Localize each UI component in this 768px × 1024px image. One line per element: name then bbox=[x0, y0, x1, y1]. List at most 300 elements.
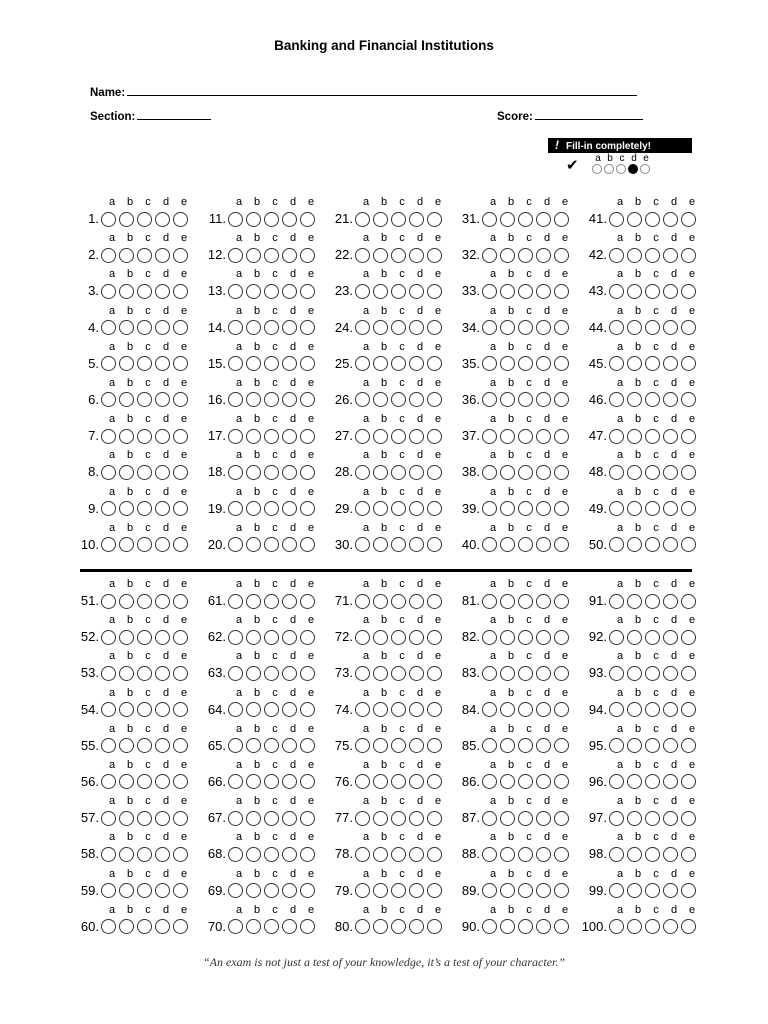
answer-bubble-c[interactable] bbox=[645, 702, 660, 717]
answer-bubble-b[interactable] bbox=[500, 883, 515, 898]
answer-bubble-a[interactable] bbox=[355, 811, 370, 826]
answer-bubble-c[interactable] bbox=[264, 883, 279, 898]
answer-bubble-d[interactable] bbox=[409, 356, 424, 371]
answer-bubble-e[interactable] bbox=[300, 248, 315, 263]
answer-bubble-b[interactable] bbox=[373, 738, 388, 753]
answer-bubble-d[interactable] bbox=[409, 429, 424, 444]
answer-bubble-e[interactable] bbox=[554, 356, 569, 371]
answer-bubble-e[interactable] bbox=[554, 465, 569, 480]
answer-bubble-e[interactable] bbox=[681, 666, 696, 681]
answer-bubble-e[interactable] bbox=[427, 212, 442, 227]
answer-bubble-c[interactable] bbox=[645, 630, 660, 645]
answer-bubble-d[interactable] bbox=[282, 429, 297, 444]
answer-bubble-c[interactable] bbox=[391, 594, 406, 609]
answer-bubble-b[interactable] bbox=[627, 356, 642, 371]
answer-bubble-b[interactable] bbox=[500, 847, 515, 862]
answer-bubble-c[interactable] bbox=[264, 537, 279, 552]
answer-bubble-c[interactable] bbox=[137, 501, 152, 516]
answer-bubble-a[interactable] bbox=[355, 919, 370, 934]
answer-bubble-d[interactable] bbox=[663, 356, 678, 371]
answer-bubble-a[interactable] bbox=[355, 465, 370, 480]
answer-bubble-e[interactable] bbox=[173, 392, 188, 407]
answer-bubble-a[interactable] bbox=[101, 284, 116, 299]
answer-bubble-c[interactable] bbox=[137, 883, 152, 898]
answer-bubble-e[interactable] bbox=[427, 248, 442, 263]
answer-bubble-d[interactable] bbox=[409, 212, 424, 227]
answer-bubble-c[interactable] bbox=[645, 284, 660, 299]
answer-bubble-b[interactable] bbox=[246, 212, 261, 227]
answer-bubble-c[interactable] bbox=[518, 501, 533, 516]
answer-bubble-a[interactable] bbox=[101, 212, 116, 227]
answer-bubble-b[interactable] bbox=[119, 537, 134, 552]
answer-bubble-a[interactable] bbox=[101, 594, 116, 609]
answer-bubble-a[interactable] bbox=[101, 501, 116, 516]
answer-bubble-e[interactable] bbox=[427, 320, 442, 335]
answer-bubble-c[interactable] bbox=[137, 429, 152, 444]
answer-bubble-e[interactable] bbox=[173, 537, 188, 552]
answer-bubble-d[interactable] bbox=[663, 883, 678, 898]
answer-bubble-c[interactable] bbox=[264, 429, 279, 444]
answer-bubble-c[interactable] bbox=[137, 465, 152, 480]
answer-bubble-c[interactable] bbox=[645, 356, 660, 371]
answer-bubble-e[interactable] bbox=[681, 594, 696, 609]
answer-bubble-e[interactable] bbox=[681, 811, 696, 826]
answer-bubble-a[interactable] bbox=[482, 919, 497, 934]
answer-bubble-a[interactable] bbox=[228, 465, 243, 480]
answer-bubble-a[interactable] bbox=[355, 392, 370, 407]
answer-bubble-a[interactable] bbox=[609, 883, 624, 898]
answer-bubble-e[interactable] bbox=[681, 883, 696, 898]
answer-bubble-e[interactable] bbox=[681, 429, 696, 444]
answer-bubble-b[interactable] bbox=[627, 248, 642, 263]
answer-bubble-c[interactable] bbox=[645, 883, 660, 898]
answer-bubble-a[interactable] bbox=[609, 594, 624, 609]
answer-bubble-a[interactable] bbox=[228, 630, 243, 645]
answer-bubble-c[interactable] bbox=[391, 320, 406, 335]
answer-bubble-b[interactable] bbox=[373, 847, 388, 862]
answer-bubble-a[interactable] bbox=[101, 702, 116, 717]
answer-bubble-e[interactable] bbox=[427, 630, 442, 645]
answer-bubble-c[interactable] bbox=[391, 501, 406, 516]
answer-bubble-a[interactable] bbox=[482, 465, 497, 480]
answer-bubble-d[interactable] bbox=[282, 392, 297, 407]
answer-bubble-a[interactable] bbox=[355, 320, 370, 335]
answer-bubble-c[interactable] bbox=[264, 738, 279, 753]
answer-bubble-c[interactable] bbox=[645, 537, 660, 552]
answer-bubble-e[interactable] bbox=[427, 594, 442, 609]
answer-bubble-c[interactable] bbox=[645, 811, 660, 826]
answer-bubble-c[interactable] bbox=[518, 919, 533, 934]
answer-bubble-a[interactable] bbox=[228, 212, 243, 227]
answer-bubble-a[interactable] bbox=[609, 919, 624, 934]
answer-bubble-e[interactable] bbox=[173, 666, 188, 681]
answer-bubble-b[interactable] bbox=[627, 212, 642, 227]
answer-bubble-c[interactable] bbox=[518, 537, 533, 552]
answer-bubble-d[interactable] bbox=[282, 284, 297, 299]
answer-bubble-c[interactable] bbox=[137, 702, 152, 717]
answer-bubble-d[interactable] bbox=[282, 666, 297, 681]
answer-bubble-a[interactable] bbox=[609, 847, 624, 862]
answer-bubble-c[interactable] bbox=[518, 847, 533, 862]
answer-bubble-d[interactable] bbox=[663, 501, 678, 516]
answer-bubble-d[interactable] bbox=[155, 465, 170, 480]
answer-bubble-b[interactable] bbox=[373, 320, 388, 335]
answer-bubble-a[interactable] bbox=[482, 666, 497, 681]
answer-bubble-b[interactable] bbox=[500, 356, 515, 371]
answer-bubble-a[interactable] bbox=[355, 883, 370, 898]
answer-bubble-d[interactable] bbox=[536, 465, 551, 480]
answer-bubble-b[interactable] bbox=[373, 356, 388, 371]
answer-bubble-a[interactable] bbox=[228, 320, 243, 335]
answer-bubble-c[interactable] bbox=[264, 666, 279, 681]
answer-bubble-d[interactable] bbox=[409, 248, 424, 263]
answer-bubble-e[interactable] bbox=[681, 248, 696, 263]
answer-bubble-e[interactable] bbox=[554, 847, 569, 862]
answer-bubble-b[interactable] bbox=[373, 666, 388, 681]
answer-bubble-b[interactable] bbox=[627, 919, 642, 934]
answer-bubble-a[interactable] bbox=[355, 847, 370, 862]
answer-bubble-c[interactable] bbox=[391, 248, 406, 263]
answer-bubble-b[interactable] bbox=[119, 429, 134, 444]
answer-bubble-c[interactable] bbox=[518, 666, 533, 681]
answer-bubble-c[interactable] bbox=[137, 738, 152, 753]
answer-bubble-d[interactable] bbox=[282, 774, 297, 789]
answer-bubble-a[interactable] bbox=[101, 429, 116, 444]
answer-bubble-a[interactable] bbox=[228, 811, 243, 826]
answer-bubble-b[interactable] bbox=[246, 284, 261, 299]
answer-bubble-a[interactable] bbox=[228, 702, 243, 717]
answer-bubble-e[interactable] bbox=[427, 284, 442, 299]
answer-bubble-b[interactable] bbox=[627, 392, 642, 407]
answer-bubble-b[interactable] bbox=[627, 847, 642, 862]
answer-bubble-c[interactable] bbox=[645, 212, 660, 227]
answer-bubble-b[interactable] bbox=[500, 537, 515, 552]
answer-bubble-b[interactable] bbox=[627, 594, 642, 609]
answer-bubble-d[interactable] bbox=[155, 811, 170, 826]
answer-bubble-d[interactable] bbox=[536, 738, 551, 753]
answer-bubble-b[interactable] bbox=[246, 320, 261, 335]
answer-bubble-b[interactable] bbox=[500, 774, 515, 789]
answer-bubble-a[interactable] bbox=[482, 594, 497, 609]
answer-bubble-b[interactable] bbox=[246, 811, 261, 826]
answer-bubble-e[interactable] bbox=[681, 847, 696, 862]
answer-bubble-c[interactable] bbox=[645, 738, 660, 753]
answer-bubble-a[interactable] bbox=[101, 320, 116, 335]
answer-bubble-b[interactable] bbox=[246, 501, 261, 516]
answer-bubble-e[interactable] bbox=[554, 537, 569, 552]
answer-bubble-b[interactable] bbox=[373, 919, 388, 934]
answer-bubble-b[interactable] bbox=[373, 501, 388, 516]
answer-bubble-c[interactable] bbox=[645, 429, 660, 444]
answer-bubble-d[interactable] bbox=[155, 774, 170, 789]
answer-bubble-e[interactable] bbox=[173, 630, 188, 645]
answer-bubble-d[interactable] bbox=[282, 212, 297, 227]
answer-bubble-c[interactable] bbox=[264, 630, 279, 645]
answer-bubble-c[interactable] bbox=[264, 212, 279, 227]
answer-bubble-b[interactable] bbox=[627, 320, 642, 335]
answer-bubble-e[interactable] bbox=[173, 465, 188, 480]
answer-bubble-e[interactable] bbox=[300, 919, 315, 934]
answer-bubble-b[interactable] bbox=[119, 594, 134, 609]
answer-bubble-b[interactable] bbox=[246, 429, 261, 444]
answer-bubble-a[interactable] bbox=[101, 537, 116, 552]
answer-bubble-d[interactable] bbox=[663, 594, 678, 609]
answer-bubble-c[interactable] bbox=[391, 429, 406, 444]
answer-bubble-e[interactable] bbox=[554, 248, 569, 263]
answer-bubble-b[interactable] bbox=[627, 537, 642, 552]
answer-bubble-d[interactable] bbox=[663, 738, 678, 753]
answer-bubble-b[interactable] bbox=[627, 666, 642, 681]
answer-bubble-b[interactable] bbox=[246, 537, 261, 552]
answer-bubble-b[interactable] bbox=[119, 847, 134, 862]
answer-bubble-b[interactable] bbox=[246, 465, 261, 480]
answer-bubble-d[interactable] bbox=[536, 537, 551, 552]
answer-bubble-e[interactable] bbox=[173, 212, 188, 227]
answer-bubble-a[interactable] bbox=[101, 847, 116, 862]
answer-bubble-e[interactable] bbox=[173, 883, 188, 898]
answer-bubble-e[interactable] bbox=[173, 429, 188, 444]
answer-bubble-e[interactable] bbox=[300, 392, 315, 407]
answer-bubble-a[interactable] bbox=[482, 392, 497, 407]
answer-bubble-d[interactable] bbox=[536, 429, 551, 444]
answer-bubble-b[interactable] bbox=[119, 738, 134, 753]
answer-bubble-b[interactable] bbox=[373, 429, 388, 444]
answer-bubble-a[interactable] bbox=[228, 774, 243, 789]
answer-bubble-d[interactable] bbox=[282, 919, 297, 934]
answer-bubble-e[interactable] bbox=[554, 284, 569, 299]
answer-bubble-c[interactable] bbox=[264, 702, 279, 717]
answer-bubble-d[interactable] bbox=[409, 537, 424, 552]
answer-bubble-e[interactable] bbox=[300, 738, 315, 753]
answer-bubble-a[interactable] bbox=[482, 630, 497, 645]
answer-bubble-c[interactable] bbox=[518, 774, 533, 789]
answer-bubble-a[interactable] bbox=[609, 738, 624, 753]
answer-bubble-d[interactable] bbox=[536, 919, 551, 934]
answer-bubble-b[interactable] bbox=[246, 356, 261, 371]
answer-bubble-e[interactable] bbox=[300, 465, 315, 480]
answer-bubble-a[interactable] bbox=[355, 702, 370, 717]
answer-bubble-a[interactable] bbox=[228, 847, 243, 862]
answer-bubble-e[interactable] bbox=[681, 630, 696, 645]
answer-bubble-d[interactable] bbox=[155, 429, 170, 444]
answer-bubble-c[interactable] bbox=[137, 212, 152, 227]
answer-bubble-a[interactable] bbox=[101, 630, 116, 645]
answer-bubble-c[interactable] bbox=[518, 248, 533, 263]
answer-bubble-e[interactable] bbox=[554, 212, 569, 227]
answer-bubble-a[interactable] bbox=[355, 248, 370, 263]
answer-bubble-b[interactable] bbox=[627, 465, 642, 480]
answer-bubble-b[interactable] bbox=[500, 666, 515, 681]
answer-bubble-c[interactable] bbox=[264, 811, 279, 826]
answer-bubble-c[interactable] bbox=[518, 883, 533, 898]
answer-bubble-e[interactable] bbox=[427, 811, 442, 826]
answer-bubble-b[interactable] bbox=[627, 501, 642, 516]
answer-bubble-c[interactable] bbox=[264, 284, 279, 299]
answer-bubble-e[interactable] bbox=[681, 501, 696, 516]
answer-bubble-d[interactable] bbox=[409, 811, 424, 826]
answer-bubble-b[interactable] bbox=[627, 702, 642, 717]
answer-bubble-c[interactable] bbox=[518, 392, 533, 407]
answer-bubble-e[interactable] bbox=[554, 630, 569, 645]
answer-bubble-b[interactable] bbox=[119, 883, 134, 898]
answer-bubble-a[interactable] bbox=[228, 248, 243, 263]
answer-bubble-c[interactable] bbox=[264, 501, 279, 516]
score-line[interactable] bbox=[535, 108, 643, 120]
answer-bubble-d[interactable] bbox=[536, 594, 551, 609]
answer-bubble-a[interactable] bbox=[609, 429, 624, 444]
answer-bubble-c[interactable] bbox=[518, 429, 533, 444]
answer-bubble-a[interactable] bbox=[101, 774, 116, 789]
answer-bubble-c[interactable] bbox=[518, 212, 533, 227]
answer-bubble-b[interactable] bbox=[373, 465, 388, 480]
answer-bubble-e[interactable] bbox=[554, 919, 569, 934]
answer-bubble-d[interactable] bbox=[536, 356, 551, 371]
answer-bubble-e[interactable] bbox=[427, 392, 442, 407]
answer-bubble-b[interactable] bbox=[119, 284, 134, 299]
answer-bubble-c[interactable] bbox=[137, 774, 152, 789]
answer-bubble-c[interactable] bbox=[137, 630, 152, 645]
answer-bubble-c[interactable] bbox=[518, 356, 533, 371]
answer-bubble-b[interactable] bbox=[373, 212, 388, 227]
answer-bubble-c[interactable] bbox=[645, 465, 660, 480]
answer-bubble-e[interactable] bbox=[173, 774, 188, 789]
answer-bubble-a[interactable] bbox=[609, 630, 624, 645]
answer-bubble-e[interactable] bbox=[554, 594, 569, 609]
answer-bubble-d[interactable] bbox=[409, 738, 424, 753]
answer-bubble-c[interactable] bbox=[645, 847, 660, 862]
answer-bubble-d[interactable] bbox=[282, 630, 297, 645]
answer-bubble-e[interactable] bbox=[427, 537, 442, 552]
answer-bubble-b[interactable] bbox=[500, 248, 515, 263]
answer-bubble-d[interactable] bbox=[663, 666, 678, 681]
answer-bubble-e[interactable] bbox=[300, 212, 315, 227]
answer-bubble-c[interactable] bbox=[264, 919, 279, 934]
answer-bubble-b[interactable] bbox=[500, 630, 515, 645]
answer-bubble-e[interactable] bbox=[300, 666, 315, 681]
answer-bubble-a[interactable] bbox=[609, 666, 624, 681]
answer-bubble-e[interactable] bbox=[681, 212, 696, 227]
answer-bubble-e[interactable] bbox=[173, 320, 188, 335]
answer-bubble-c[interactable] bbox=[518, 702, 533, 717]
answer-bubble-e[interactable] bbox=[173, 248, 188, 263]
answer-bubble-a[interactable] bbox=[228, 919, 243, 934]
answer-bubble-b[interactable] bbox=[246, 738, 261, 753]
answer-bubble-d[interactable] bbox=[663, 284, 678, 299]
answer-bubble-d[interactable] bbox=[155, 392, 170, 407]
answer-bubble-d[interactable] bbox=[536, 883, 551, 898]
answer-bubble-a[interactable] bbox=[101, 465, 116, 480]
answer-bubble-e[interactable] bbox=[427, 666, 442, 681]
answer-bubble-a[interactable] bbox=[609, 774, 624, 789]
answer-bubble-e[interactable] bbox=[300, 847, 315, 862]
answer-bubble-b[interactable] bbox=[373, 774, 388, 789]
answer-bubble-a[interactable] bbox=[228, 594, 243, 609]
answer-bubble-a[interactable] bbox=[228, 392, 243, 407]
answer-bubble-e[interactable] bbox=[554, 320, 569, 335]
answer-bubble-d[interactable] bbox=[409, 919, 424, 934]
answer-bubble-e[interactable] bbox=[300, 501, 315, 516]
answer-bubble-c[interactable] bbox=[264, 774, 279, 789]
answer-bubble-e[interactable] bbox=[427, 702, 442, 717]
answer-bubble-e[interactable] bbox=[554, 501, 569, 516]
answer-bubble-a[interactable] bbox=[355, 774, 370, 789]
answer-bubble-b[interactable] bbox=[373, 392, 388, 407]
answer-bubble-a[interactable] bbox=[482, 212, 497, 227]
answer-bubble-c[interactable] bbox=[645, 919, 660, 934]
answer-bubble-a[interactable] bbox=[355, 284, 370, 299]
answer-bubble-d[interactable] bbox=[663, 537, 678, 552]
answer-bubble-d[interactable] bbox=[536, 811, 551, 826]
answer-bubble-d[interactable] bbox=[536, 774, 551, 789]
answer-bubble-e[interactable] bbox=[427, 883, 442, 898]
answer-bubble-d[interactable] bbox=[536, 212, 551, 227]
answer-bubble-a[interactable] bbox=[228, 429, 243, 444]
answer-bubble-d[interactable] bbox=[663, 630, 678, 645]
answer-bubble-e[interactable] bbox=[173, 738, 188, 753]
answer-bubble-a[interactable] bbox=[609, 811, 624, 826]
answer-bubble-b[interactable] bbox=[119, 811, 134, 826]
answer-bubble-c[interactable] bbox=[645, 666, 660, 681]
answer-bubble-e[interactable] bbox=[300, 284, 315, 299]
answer-bubble-c[interactable] bbox=[518, 465, 533, 480]
section-line[interactable] bbox=[137, 108, 211, 120]
answer-bubble-b[interactable] bbox=[119, 248, 134, 263]
answer-bubble-e[interactable] bbox=[173, 501, 188, 516]
answer-bubble-c[interactable] bbox=[518, 284, 533, 299]
answer-bubble-b[interactable] bbox=[627, 630, 642, 645]
answer-bubble-b[interactable] bbox=[119, 666, 134, 681]
answer-bubble-e[interactable] bbox=[427, 429, 442, 444]
answer-bubble-e[interactable] bbox=[173, 847, 188, 862]
answer-bubble-e[interactable] bbox=[300, 356, 315, 371]
answer-bubble-e[interactable] bbox=[427, 356, 442, 371]
answer-bubble-d[interactable] bbox=[663, 465, 678, 480]
answer-bubble-a[interactable] bbox=[355, 429, 370, 444]
answer-bubble-b[interactable] bbox=[500, 320, 515, 335]
answer-bubble-d[interactable] bbox=[282, 320, 297, 335]
answer-bubble-c[interactable] bbox=[137, 356, 152, 371]
answer-bubble-a[interactable] bbox=[101, 666, 116, 681]
answer-bubble-c[interactable] bbox=[137, 284, 152, 299]
answer-bubble-d[interactable] bbox=[282, 738, 297, 753]
answer-bubble-d[interactable] bbox=[282, 248, 297, 263]
answer-bubble-b[interactable] bbox=[246, 847, 261, 862]
answer-bubble-a[interactable] bbox=[609, 356, 624, 371]
answer-bubble-e[interactable] bbox=[554, 392, 569, 407]
answer-bubble-d[interactable] bbox=[155, 630, 170, 645]
answer-bubble-b[interactable] bbox=[119, 356, 134, 371]
answer-bubble-a[interactable] bbox=[355, 666, 370, 681]
answer-bubble-a[interactable] bbox=[482, 429, 497, 444]
answer-bubble-a[interactable] bbox=[101, 883, 116, 898]
answer-bubble-e[interactable] bbox=[300, 811, 315, 826]
answer-bubble-e[interactable] bbox=[173, 284, 188, 299]
answer-bubble-a[interactable] bbox=[609, 212, 624, 227]
answer-bubble-c[interactable] bbox=[264, 320, 279, 335]
answer-bubble-b[interactable] bbox=[246, 594, 261, 609]
answer-bubble-a[interactable] bbox=[482, 738, 497, 753]
answer-bubble-d[interactable] bbox=[409, 320, 424, 335]
answer-bubble-c[interactable] bbox=[391, 537, 406, 552]
answer-bubble-d[interactable] bbox=[282, 465, 297, 480]
answer-bubble-c[interactable] bbox=[391, 811, 406, 826]
answer-bubble-b[interactable] bbox=[119, 320, 134, 335]
answer-bubble-d[interactable] bbox=[409, 501, 424, 516]
answer-bubble-a[interactable] bbox=[482, 501, 497, 516]
answer-bubble-b[interactable] bbox=[500, 284, 515, 299]
answer-bubble-c[interactable] bbox=[137, 392, 152, 407]
answer-bubble-a[interactable] bbox=[609, 501, 624, 516]
